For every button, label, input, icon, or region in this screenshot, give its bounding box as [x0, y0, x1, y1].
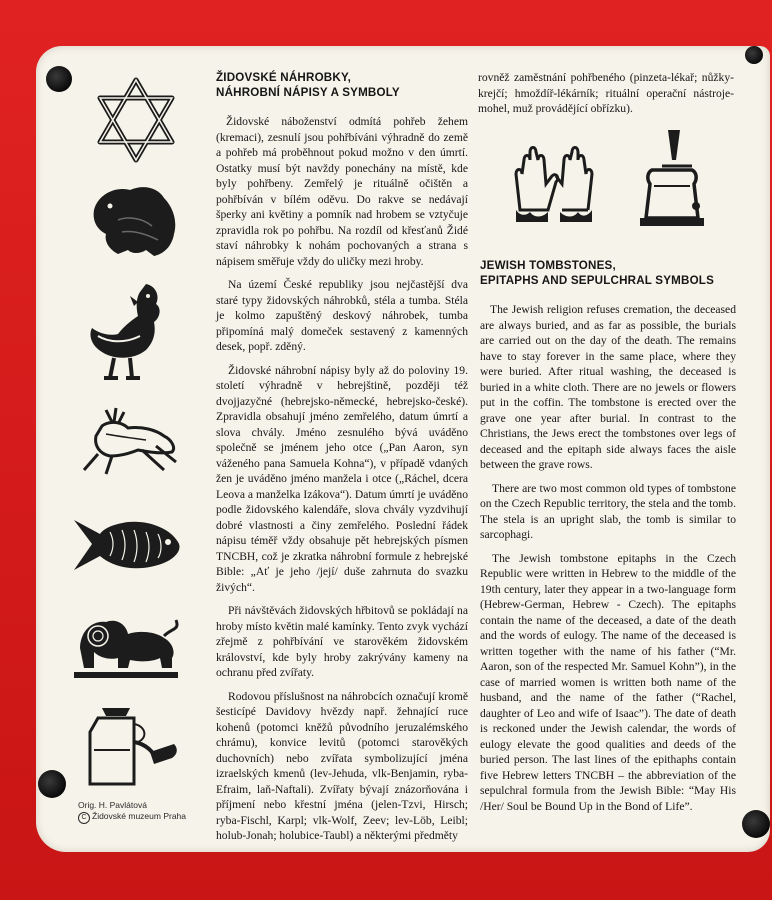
czech-continuation	[478, 70, 734, 125]
czech-paragraph: Na území České republiky jsou nejčastější dva staré typy židovských náhrobků, stéla a tumba. Stéla je kolmo zapuštěný deskový náhrobek, tumba připomíná malý domeček sestavený z kamenných desek, popř. zděný.	[216, 278, 468, 353]
english-paragraph: The Jewish religion refuses cremation, the deceased are always buried, and as far as possible, the burials are carried out on the day of the death. The remains have to stay forever in the same place, where they were buried. After ritual washing, the deceased is buried in a white cloth. There are no jewels or flowers put in the coffin. The tombstone is erected over the grave one year after burial. In contrast to the Christians, the Jews erect the tombstones over legs of deceased and the epitaph side always faces the aisle between the grave rows.	[480, 303, 736, 471]
czech-heading-line2: NÁHROBNÍ NÁPISY A SYMBOLY	[216, 86, 400, 99]
english-paragraph: There are two most common old types of tombstone on the Czech Republic territory, the stela and the tomb. The stela is an upright slab, the tomb is similar to sarcophagi.	[480, 481, 736, 541]
credit	[78, 800, 186, 824]
english-heading	[480, 258, 736, 288]
czech-paragraph: Židovské náhrobní nápisy byly až do poloviny 19. století výhradně v hebrejštině, později též dvojjazyčné (hebrejsko-německé, hebrejsko-české). Zpravidla obsahují jméno zemřelého, datum úmrtí a slova chvály. Jméno zesnulého bývá uváděno společně se jménem jeho otce („Pan Aaron, syn váženého pana Samuela Kohna“), v případě vdaných žen je uváděno jméno manžela i otce („Ráchel, dcera Leova a manželka Izákova“). Datum úmrtí je uváděno podle židovského kalendáře, slova chvály vyzdvihují dobré vlastnosti a činy zemřelého. Poslední řádek nápisu téměř vždy obsahuje pět hebrejských písmen TNCBH, což je zkratka náhrobní formule z hebrejské Bible: „Ať je jeho /její/ duše zahrnuta do svazku živých“.	[216, 363, 468, 594]
deer-icon	[76, 404, 182, 480]
czech-continuation-text: rovněž zaměstnání pohřbeného (pinzeta-lékař; nůžky-krejčí; hmoždíř-lékárník; rituální operační nástroje-mohel, muž provádějící obřízku).	[478, 71, 734, 115]
english-paragraph: The Jewish tombstone epitaphs in the Czech Republic were written in Hebrew to the middle of the 19th century, later they appear in a two-language form (Hebrew-German, Hebrew - Czech). The epitaphs contain the name of the deceased, a date of the death and the words of eulogy. The name of the deceased is written together with the name of his father (“Mr. Aaron, son of the respected Mr. Samuel Kohn”), in the case of married women is written both name of the husband, and the name of the father (“Rachel, daughter of Leo and wife of Isaac”). The date of death is reckoned under the Jewish calendar, the words of eulogy elevate the good qualities and deeds of the buried person. The last lines of the epithaphs contain five Hebrew letters TNCBH – the abbreviation of the sepulchral formula from the Jewish Bible: “May His /Her/ Soul be Bound Up in the Bond of Life”.	[480, 551, 736, 813]
english-heading-line1: JEWISH TOMBSTONES,	[480, 259, 616, 272]
credit-museum	[78, 811, 186, 824]
star-of-david-icon	[90, 74, 182, 166]
czech-heading-line1: ŽIDOVSKÉ NÁHROBKY,	[216, 71, 352, 84]
czech-heading	[216, 70, 468, 100]
screw-top-right	[745, 46, 763, 64]
credit-museum-name: Židovské muzeum Praha	[92, 811, 187, 821]
english-heading-line2: EPITAPHS AND SEPULCHRAL SYMBOLS	[480, 274, 715, 287]
levite-jug-icon	[84, 702, 180, 786]
screw-bottom-left	[38, 770, 66, 798]
copyright-icon: C	[78, 812, 90, 824]
screw-top-left	[46, 66, 72, 92]
blessing-hands-icon	[508, 140, 600, 230]
mortar-icon	[634, 126, 710, 230]
czech-text-column	[216, 70, 468, 852]
lion-icon	[72, 608, 182, 678]
czech-paragraph: Při návštěvách židovských hřbitovů se pokládají na hroby místo květin malé kamínky. Tento zvyk vychází zřejmě z pohřbívání ve starověkém židovském království, kde byly hroby zakrývány kameny na ochranu před zvířaty.	[216, 604, 468, 679]
credit-author: Orig. H. Pavlátová	[78, 800, 147, 810]
czech-paragraph: Rodovou příslušnost na náhrobcích označují kromě šesticípé Davidovy hvězdy např. žehnající ruce kohenů (potomci kněžů původního jeruzalémského chrámu), konvice levitů (potomci starověkých duchovních) nebo zvířata symbolizující jména izraelských kmenů (lev-Jehuda, vlk-Benjamin, ryba-Efraim, laň-Naftali). Zvířaty bývají znázorňována i příjmení nebo křestní jména (jelen-Tzvi, Hirsch; ryba-Fischl, Karpl; vlk-Wolf, Zeev; lev-Löb, Leibl; holub-Jonah; holubice-Taubl) a některými předměty	[216, 689, 468, 842]
bear-icon	[88, 180, 180, 260]
czech-paragraph: Židovské náboženství odmítá pohřeb žehem (kremaci), zesnulí jsou pohřbíváni výhradně do země a pohřeb má proběhnout pokud možno v den úmrtí. Ostatky musí být navždy ponechány na místě, kde byly pohřbeny. Zemřelý je rituálně očištěn a pohřbíván v bílém oděvu. Do rakve se nedávají šperky ani květiny a pomník nad hrobem se vztyčuje zpravidla rok po pohřbu. Na rozdíl od křesťanů Židé staví náhrobky k nohám pochovaných a strana s nápisem směřuje vždy do uličky mezi hroby.	[216, 115, 468, 268]
rooster-icon	[84, 280, 174, 384]
english-text-column	[480, 258, 736, 822]
fish-icon	[70, 510, 184, 580]
screw-bottom-right	[742, 810, 770, 838]
